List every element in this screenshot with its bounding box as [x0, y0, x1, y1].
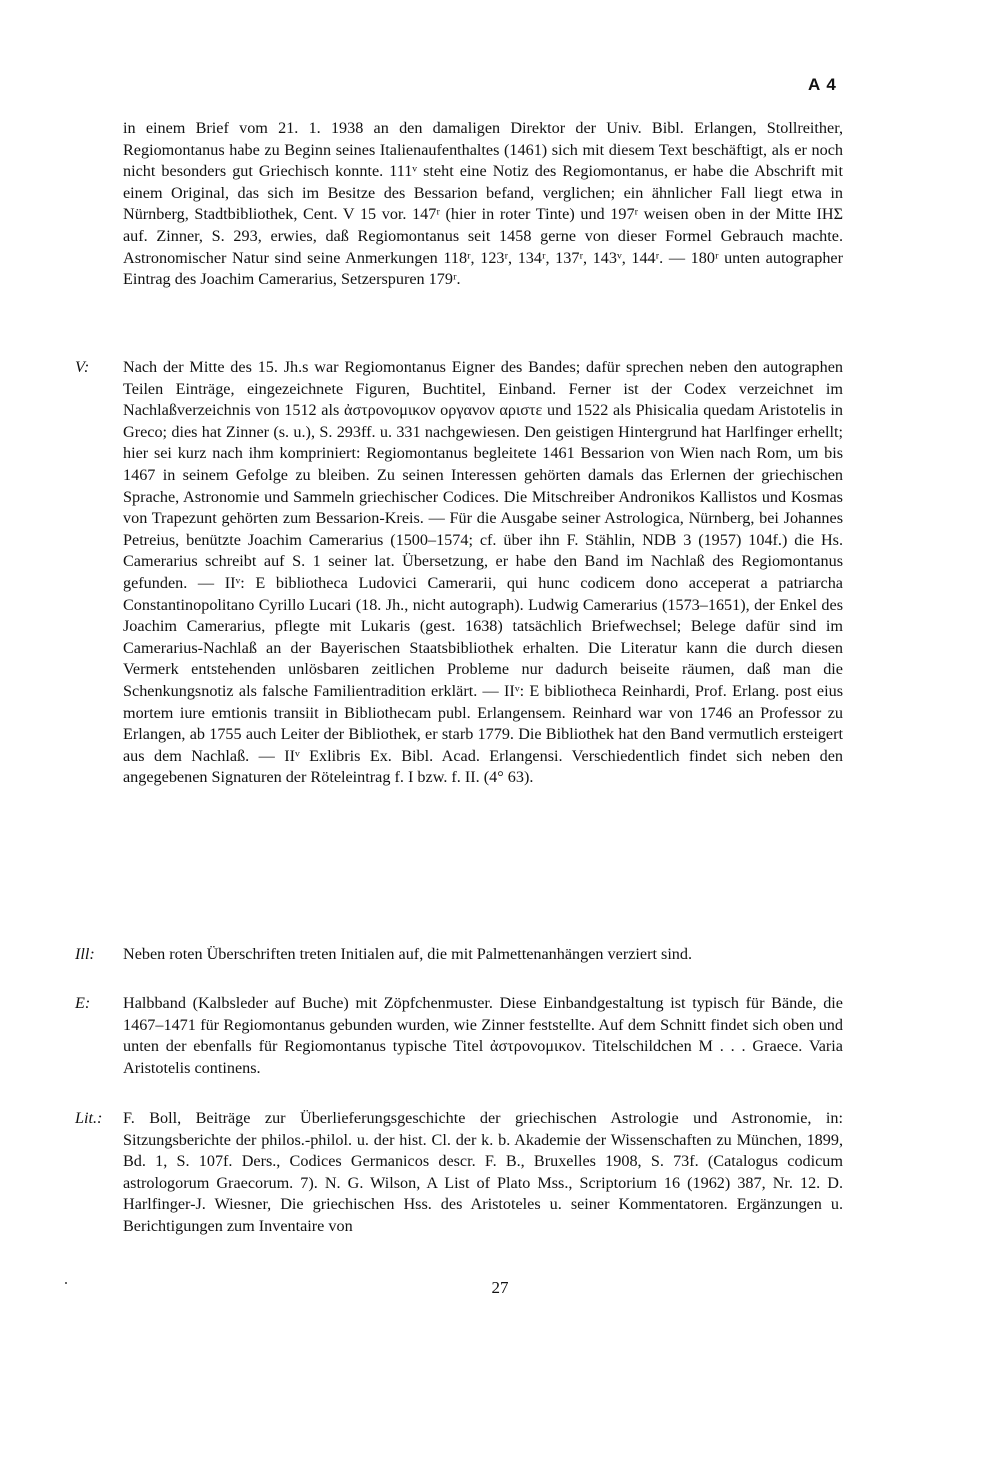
section-text-literature: F. Boll, Beiträge zur Überlieferungsgeschichte der griechischen Astrologie und Astronomie, in: Sitzungsberichte der philos.-philol. u. der hist. Cl. der k. b. Akademie der Wissenschaften zu München, 1899, Bd. 1, S. 107f. Ders., Codices Germanicos descr. F. B., Bruxelles 1908, S. 73f. (Catalogus codicum astrologorum Graecorum. 7). N. G. Wilson, A List of Plato Mss., Scriptorium 16 (1962) 387, Nr. 12. D. Harlfinger-J. Wiesner, Die griechischen Hss. des Aristoteles u. seiner Kommentatoren. Ergänzungen u. Berichtigungen zum Inventaire von — [123, 1109, 843, 1235]
page-number: 27 — [491, 1278, 509, 1297]
section-label-provenance: V: — [75, 358, 90, 376]
section-text-provenance: Nach der Mitte des 15. Jh.s war Regiomontanus Eigner des Bandes; dafür sprechen neben den autographen Teilen Einträge, eingezeichnete Figuren, Buchtitel, Einband. Ferner ist der Codex verzeichnet im Nachlaßverzeichnis von 1512 als ἀστρονομικον οργανον αριστε und 1522 als Phisicalia quedam Aristotelis in Greco; dies hat Zinner (s. u.), S. 293ff. u. 331 nachgewiesen. Den geistigen Hintergrund hat Harlfinger erhellt; hier sei kurz nach ihm kompriniert: Regiomontanus begleitete 1461 Bessarion von Wien nach Rom, um bis 1467 in seinem Gefolge zu bleiben. Zu seinen Interessen gehörten damals das Erlernen der griechischen Sprache, Astronomie und Sammeln griechischer Codices. Die Mitschreiber Andronikos Kallistos und Kosmas von Trapezunt gehörten zum Bessarion-Kreis. — Für die Ausgabe seiner Astrologica, Nürnberg, bei Johannes Petreius, benützte Joachim Camerarius (1500–1574; cf. über ihn F. Stählin, NDB 3 (1957) 104f.) die Hs. Camerarius schreibt auf S. 1 seiner lat. Übersetzung, er habe den Band im Nachlaß des Regiomontanus gefunden. — IIᵛ: E bibliotheca Ludovici Camerarii, qui hunc codicem dono acceperat a patriarcha Constantinopolitano Cyrillo Lucari (18. Jh., nicht autograph). Ludwig Camerarius (1573–1651), der Enkel des Joachim Camerarius, pflegte mit Lukaris (gest. 1638) tatsächlich Briefwechsel; Belege dafür sind im Camerarius-Nachlaß an der Bayerischen Staatsbibliothek erhalten. Die Literatur kann die durch diesen Vermerk entstehenden unlösbaren zeitlichen Probleme nur dadurch beiseite räumen, daß man die Schenkungsnotiz als falsche Familientradition erklärt. — IIᵛ: E bibliotheca Reinhardi, Prof. Erlang. post eius mortem iure emtionis transiit in Bibliothecam publ. Erlangensem. Reinhard war von 1746 an Professor zu Erlangen, ab 1755 auch Leiter der Bibliothek, er starb 1779. Die Bibliothek hat den Band vermutlich ersteigert aus dem Nachlaß. — IIᵛ Exlibris Ex. Bibl. Acad. Erlangensi. Verschiedentlich findet sich neben den angegebenen Signaturen der Röteleintrag f. I bzw. f. II. (4° 63). — [123, 358, 843, 787]
signature-mark: A 4 — [808, 75, 837, 94]
section-label-literature: Lit.: — [75, 1109, 103, 1127]
intro-paragraph: in einem Brief vom 21. 1. 1938 an den damaligen Direktor der Univ. Bibl. Erlangen, Stollreither, Regiomontanus habe zu Beginn seines Italienaufenthaltes (1461) sich mit diesem Text beschäftigt, als er noch nicht besonders gut Griechisch konnte. 111ᵛ steht eine Notiz des Regiomontanus, er habe die Abschrift mit einem Original, das sich im Besitze des Bessarion befand, verglichen; ein ähnlicher Fall liegt etwa in Nürnberg, Stadtbibliothek, Cent. V 15 vor. 147ʳ (hier in roter Tinte) und 197ʳ weisen oben in der Mitte ΙΗΣ auf. Zinner, S. 293, erwies, daß Regiomontanus seit 1458 gerne von dieser Formel Gebrauch machte. Astronomischer Natur sind seine Anmerkungen 118ʳ, 123ʳ, 134ʳ, 137ʳ, 143ᵛ, 144ʳ. — 180ʳ unten autographer Eintrag des Joachim Camerarius, Setzerspuren 179ʳ. — [123, 119, 843, 289]
section-label-illustration: Ill: — [75, 945, 95, 963]
section-text-binding: Halbband (Kalbsleder auf Buche) mit Zöpfchenmuster. Diese Einbandgestaltung ist typisch für Bände, die 1467–1471 für Regiomontanus gebunden wurden, wie Zinner feststellte. Auf dem Schnitt findet sich oben und unten der ebenfalls für Regiomontanus typische Titel ἀστρονομικον. Titelschildchen M . . . Graece. Varia Aristotelis continens. — [123, 994, 843, 1077]
section-text-illustration: Neben roten Überschriften treten Initialen auf, die mit Palmettenanhängen verziert sind. — [123, 945, 693, 963]
section-label-binding: E: — [75, 994, 91, 1012]
